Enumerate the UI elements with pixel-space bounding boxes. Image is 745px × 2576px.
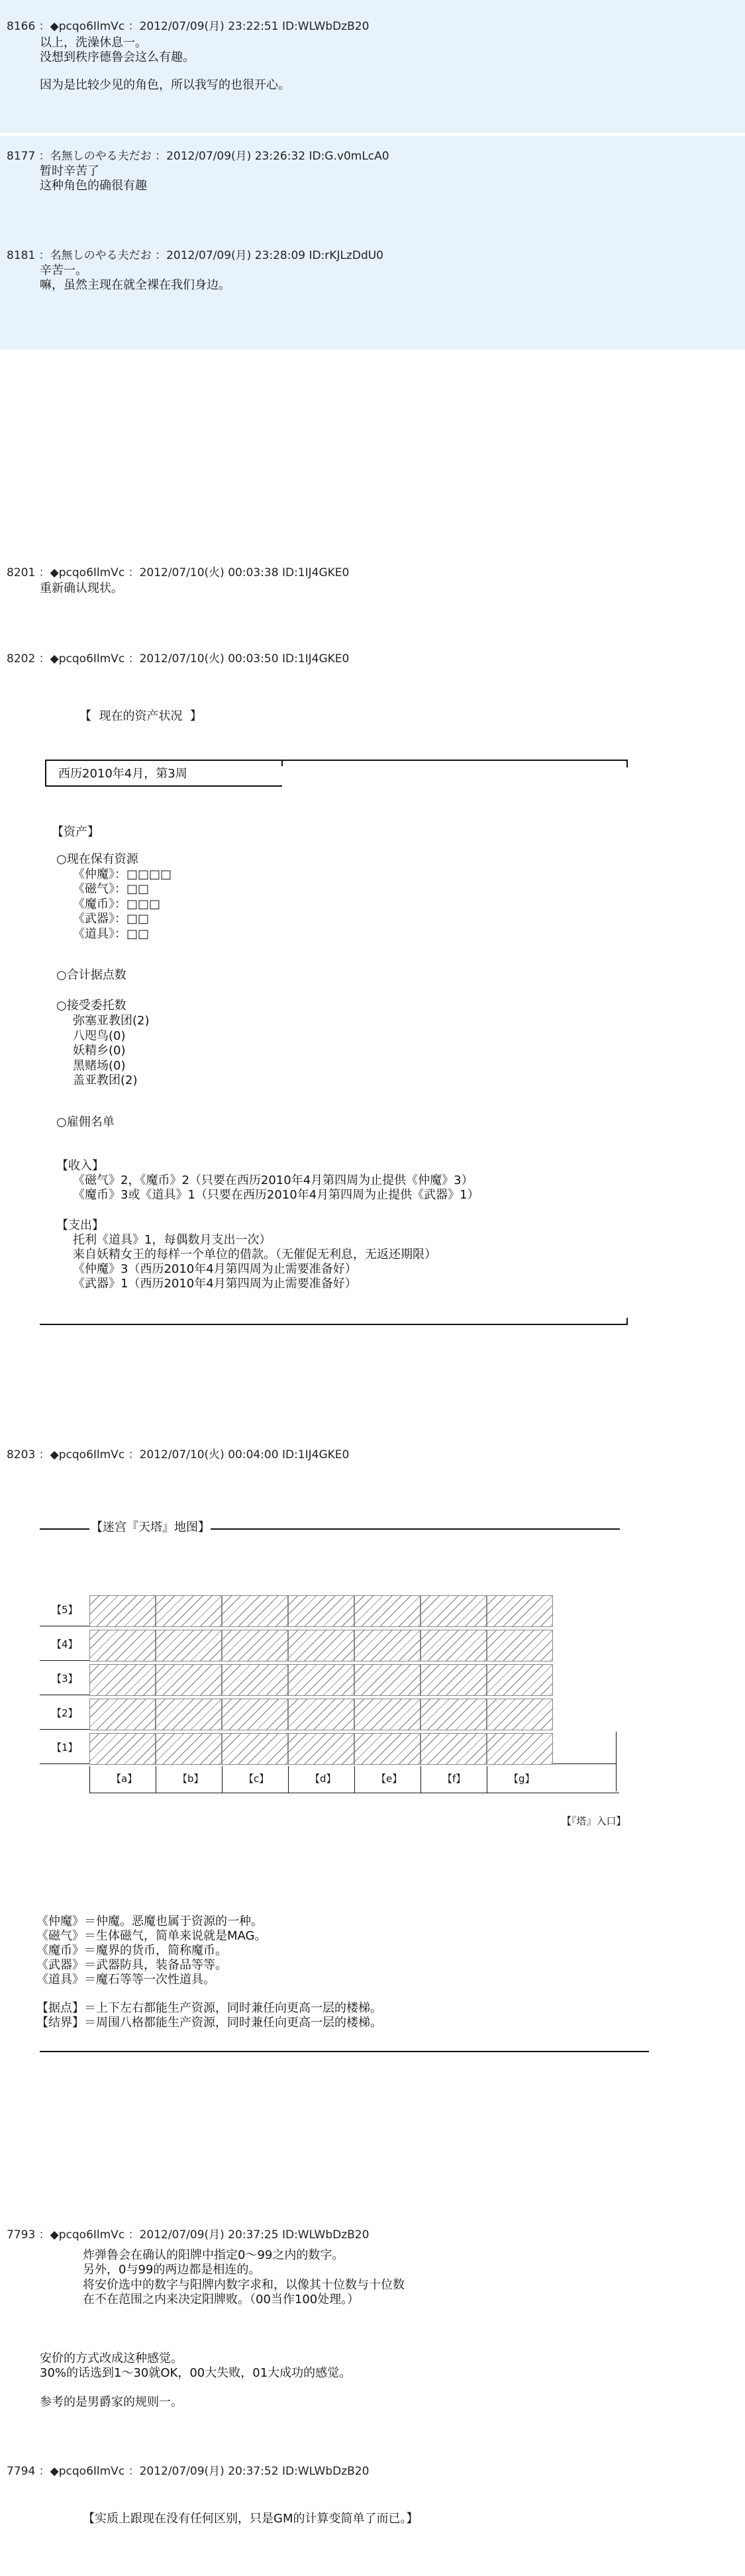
legend-line: 《武器》＝武器防具，装备品等等。 xyxy=(36,1958,227,1972)
post-line: 重新确认现状。 xyxy=(40,581,123,595)
post-header: 8203 ：◆pcqo6IlmVc ：2012/07/10(火) 00:04:00 ID:1IJ4GKE0 xyxy=(7,1448,350,1461)
divider-line xyxy=(40,1528,89,1530)
commission-title: ○接受委托数 xyxy=(56,999,126,1013)
map-row-label: 【2】 xyxy=(52,1707,78,1719)
map-cell xyxy=(156,1595,222,1627)
holding-item: 《武器》：□□ xyxy=(73,912,150,926)
map-cell xyxy=(354,1595,421,1627)
map-cell xyxy=(354,1630,421,1661)
divider-line xyxy=(40,1324,628,1325)
map-cell xyxy=(421,1699,487,1730)
map-cell xyxy=(89,1630,156,1661)
post-header: 8201 ：◆pcqo6IlmVc ：2012/07/10(火) 00:03:38 ID:1IJ4GKE0 xyxy=(7,566,350,579)
post-line: 在不在范围之内来决定阳牌败。（00当作100处理。） xyxy=(83,2293,360,2306)
post-header: 7794 ：◆pcqo6IlmVc ：2012/07/09(月) 20:37:52 ID:WLWbDzB20 xyxy=(7,2465,370,2478)
map-cell xyxy=(156,1733,222,1765)
holdings-title: ○现在保有资源 xyxy=(56,852,138,866)
post-line: 将安价选中的数字与阳牌内数字求和，以像其十位数与十位数 xyxy=(83,2278,405,2292)
map-col-label: 【a】 xyxy=(111,1773,138,1785)
legend-line: 《仲魔》＝仲魔。恶魔也属于资源的一种。 xyxy=(36,1914,263,1928)
holding-item: 《道具》：□□ xyxy=(73,927,150,941)
map-row-label: 【3】 xyxy=(52,1673,78,1685)
post-header: 8166 ：◆pcqo6IlmVc ：2012/07/09(月) 23:22:51 ID:WLWbDzB20 xyxy=(7,20,370,33)
map-col-divider xyxy=(288,1766,289,1793)
post-header: 8181 ：名無しのやる夫だお ：2012/07/09(月) 23:28:09 ID:rKJLzDdU0 xyxy=(7,249,383,262)
map-cell xyxy=(421,1595,487,1627)
assets-date: 西历2010年4月，第3周 xyxy=(58,767,187,781)
post-line: 以上，洗澡休息一。 xyxy=(40,36,147,50)
map-cell xyxy=(89,1664,156,1696)
commission-item: 妖精乡(0) xyxy=(73,1044,126,1058)
expense-title: 【支出】 xyxy=(56,1218,104,1232)
post-line: 辛苦一。 xyxy=(40,264,87,277)
post-line: 嘛，虽然主现在就全裸在我们身边。 xyxy=(40,278,230,292)
map-cell xyxy=(222,1733,288,1765)
map-col-label: 【f】 xyxy=(442,1773,466,1785)
map-cell xyxy=(354,1699,421,1730)
post-line: 这种角色的确很有趣 xyxy=(40,179,147,193)
map-cell xyxy=(89,1733,156,1765)
map-row-label: 【4】 xyxy=(52,1638,78,1650)
expense-line: 托利《道具》1，每偶数月支出一次） xyxy=(73,1233,272,1247)
employees-title: ○雇佣名单 xyxy=(56,1115,115,1129)
post-header: 8177 ：名無しのやる夫だお ：2012/07/09(月) 23:26:32 ID:G.v0mLcA0 xyxy=(7,150,389,163)
post-header: 8202 ：◆pcqo6IlmVc ：2012/07/10(火) 00:03:50 ID:1IJ4GKE0 xyxy=(7,652,350,666)
map-cell xyxy=(354,1664,421,1696)
map-cell xyxy=(222,1664,288,1696)
map-cell xyxy=(288,1595,354,1627)
map-cell xyxy=(288,1664,354,1696)
post-line: 安价的方式改成这种感觉。 xyxy=(40,2352,183,2365)
map-cell xyxy=(222,1630,288,1661)
divider-line xyxy=(45,760,628,761)
map-cell xyxy=(421,1630,487,1661)
expense-line: 《仲魔》3（西历2010年4月第四周为止需要准备好） xyxy=(73,1262,357,1276)
map-col-divider xyxy=(222,1766,223,1793)
map-row-divider xyxy=(40,1660,89,1661)
map-row-divider xyxy=(40,1729,89,1730)
map-cell xyxy=(156,1664,222,1696)
divider-line xyxy=(211,1528,620,1530)
post-header: 7793 ：◆pcqo6IlmVc ：2012/07/09(月) 20:37:25 ID:WLWbDzB20 xyxy=(7,2228,370,2242)
legend-line: 《道具》＝魔石等等一次性道具。 xyxy=(36,1973,215,1987)
post-line: 炸弹鲁会在确认的阳牌中指定0～99之内的数字。 xyxy=(83,2248,344,2262)
map-cell xyxy=(421,1733,487,1765)
post-line: 暂时辛苦了 xyxy=(40,164,99,178)
legend-line: 《魔币》＝魔界的货币，简称魔币。 xyxy=(36,1944,227,1957)
map-cell xyxy=(156,1630,222,1661)
holding-item: 《仲魔》：□□□□ xyxy=(73,867,172,881)
map-cell xyxy=(89,1595,156,1627)
legend-line: 《磁气》＝生体磁气，简单来说就是MAG。 xyxy=(36,1929,267,1943)
income-line: 《磁气》2，《魔币》2（只要在西历2010年4月第四周为止提供《仲魔》3） xyxy=(73,1173,473,1187)
legend-line: 【结界】＝周围八格都能生产资源，同时兼任向更高一层的楼梯。 xyxy=(36,2016,382,2030)
divider-line xyxy=(45,760,46,786)
map-entrance-line xyxy=(616,1732,617,1791)
divider-line xyxy=(45,785,282,787)
map-cell xyxy=(156,1699,222,1730)
map-col-label: 【d】 xyxy=(310,1773,336,1785)
map-cell xyxy=(487,1699,553,1730)
map-cell xyxy=(288,1630,354,1661)
map-cell xyxy=(487,1630,553,1661)
map-cell xyxy=(487,1595,553,1627)
commission-item: 弥塞亚教团(2) xyxy=(73,1014,150,1028)
holding-item: 《魔币》：□□□ xyxy=(73,897,161,911)
map-col-label: 【g】 xyxy=(509,1773,535,1785)
post-line: 因为是比较少见的角色，所以我写的也很开心。 xyxy=(40,78,290,92)
map-cell xyxy=(288,1699,354,1730)
assets-section: 【资产】 xyxy=(52,825,99,839)
map-col-label: 【c】 xyxy=(244,1773,270,1785)
divider-line xyxy=(626,1318,628,1324)
map-entrance-line xyxy=(553,1763,616,1764)
commission-item: 盖亚教团(2) xyxy=(73,1073,138,1087)
map-cell xyxy=(421,1664,487,1696)
map-cell xyxy=(222,1699,288,1730)
post-background-band xyxy=(0,136,745,350)
post-line: 没想到秩序德鲁会这么有趣。 xyxy=(40,50,195,64)
map-col-divider xyxy=(89,1766,90,1793)
assets-title: 【 现在的资产状况 】 xyxy=(79,709,202,723)
post-line: 另外，0与99的两边都是相连的。 xyxy=(83,2263,261,2277)
expense-line: 来自妖精女王的每样一个单位的借款。（无催促无利息，无返还期限） xyxy=(73,1248,436,1262)
map-col-divider xyxy=(354,1766,355,1793)
post-line: 【实质上跟现在没有任何区别，只是GM的计算变简单了而已。】 xyxy=(83,2512,419,2526)
holding-item: 《磁气》：□□ xyxy=(73,882,150,896)
income-line: 《魔币》3或《道具》1（只要在西历2010年4月第四周为止提供《武器》1） xyxy=(73,1188,479,1202)
income-title: 【收入】 xyxy=(56,1159,104,1173)
divider-line xyxy=(626,760,628,768)
map-cell xyxy=(354,1733,421,1765)
map-title: 【迷宫『天塔』地图】 xyxy=(91,1520,210,1534)
map-row-divider xyxy=(40,1763,89,1764)
legend-line: 【据点】＝上下左右都能生产资源，同时兼任向更高一层的楼梯。 xyxy=(36,2001,382,2015)
map-col-label: 【e】 xyxy=(376,1773,403,1785)
commission-item: 黑赌场(0) xyxy=(73,1059,126,1073)
post-line: 30%的话选到1～30就OK，00大失败，01大成功的感觉。 xyxy=(40,2366,352,2380)
map-col-label: 【b】 xyxy=(177,1773,204,1785)
map-cell xyxy=(288,1733,354,1765)
map-row-label: 【1】 xyxy=(52,1742,78,1754)
divider-line xyxy=(281,760,283,766)
map-row-label: 【5】 xyxy=(52,1604,78,1616)
map-cell xyxy=(222,1595,288,1627)
map-cell xyxy=(487,1733,553,1765)
commission-item: 八咫鸟(0) xyxy=(73,1029,126,1043)
divider-line xyxy=(40,2051,649,2052)
total-base: ○合计据点数 xyxy=(56,968,126,982)
post-line: 参考的是男爵家的规则一。 xyxy=(40,2395,183,2409)
expense-line: 《武器》1（西历2010年4月第四周为止需要准备好） xyxy=(73,1277,357,1291)
map-entrance: 【『塔』入口】 xyxy=(562,1815,626,1827)
map-cell xyxy=(89,1699,156,1730)
map-cell xyxy=(487,1664,553,1696)
